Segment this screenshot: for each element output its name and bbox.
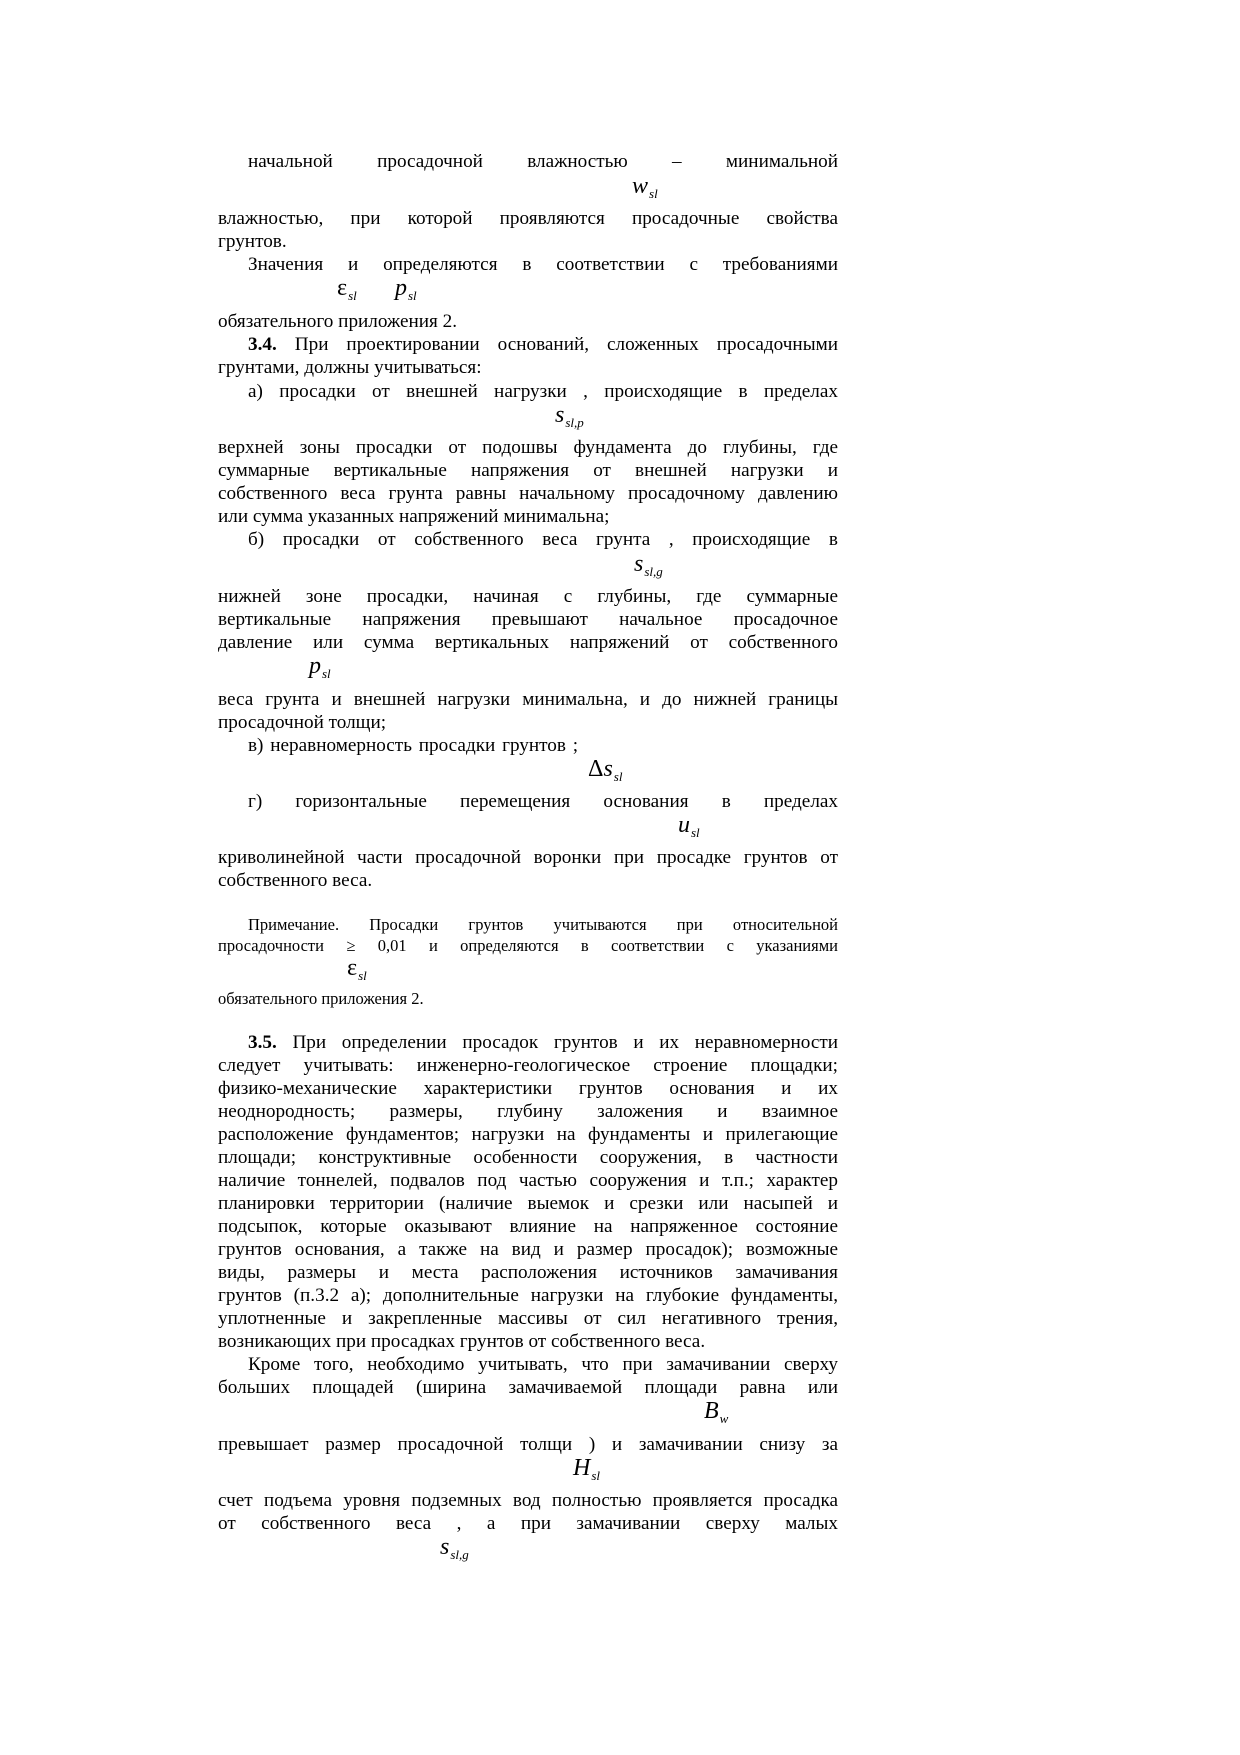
text-line: превышает размер просадочной толщи ) и замачивании снизу за <box>218 1434 838 1455</box>
text-line: обязательного приложения 2. <box>218 311 458 332</box>
formula-base: B <box>704 1398 719 1424</box>
text-line: веса грунта и внешней нагрузки минимальна, и до нижней границы <box>218 689 838 710</box>
text-line: просадочной толщи; <box>218 712 387 733</box>
formula-delta-s-sl <box>588 757 622 783</box>
formula-base: ε <box>337 275 348 301</box>
formula-eps-sl <box>337 276 357 302</box>
formula-subscript: sl,g <box>450 1547 469 1562</box>
text-line: или сумма указанных напряжений минимальна; <box>218 506 610 527</box>
text-line: неоднородность; размеры, глубину заложения и взаимное <box>218 1101 838 1122</box>
text-line: больших площадей (ширина замачиваемой площади равна или <box>218 1377 838 1398</box>
section-number: 3.5. <box>248 1032 277 1053</box>
note-line: Примечание. Просадки грунтов учитываются при относительной <box>248 915 838 934</box>
formula-eps-sl <box>347 956 367 982</box>
text-line: г) горизонтальные перемещения основания в пределах <box>248 791 838 812</box>
text-line: от собственного веса , а при замачивании сверху малых <box>218 1513 838 1534</box>
text-line: суммарные вертикальные напряжения от внешней нагрузки и <box>218 460 838 481</box>
text-line: расположение фундаментов; нагрузки на фундаменты и прилегающие <box>218 1124 838 1145</box>
text-line: грунтов. <box>218 231 287 252</box>
section-3-5-first-line <box>248 1031 838 1054</box>
text-line: счет подъема уровня подземных вод полностью проявляется просадка <box>218 1490 838 1511</box>
section-number: 3.4. <box>248 334 277 355</box>
text-line: уплотненные и закрепленные массивы от сил негативного трения, <box>218 1308 838 1329</box>
text-line: следует учитывать: инженерно-геологическое строение площадки; <box>218 1055 838 1076</box>
formula-base: s <box>440 1534 450 1560</box>
text-line: а) просадки от внешней нагрузки , происходящие в пределах <box>248 381 838 402</box>
text-line: подсыпок, которые оказывают влияние на напряженное состояние <box>218 1216 838 1237</box>
text-line: б) просадки от собственного веса грунта , происходящие в <box>248 529 838 550</box>
formula-subscript: sl <box>613 769 623 784</box>
formula-base: s <box>603 756 613 782</box>
formula-p-sl <box>395 276 417 302</box>
formula-base: u <box>678 812 690 838</box>
formula-subscript: sl <box>591 1468 601 1483</box>
note-line: обязательного приложения 2. <box>218 989 424 1008</box>
text-line: начальной просадочной влажностью – минимальной <box>248 151 838 172</box>
text-fragment: При проектировании оснований, сложенных просадочными <box>294 334 838 355</box>
formula-subscript: sl,g <box>644 564 663 579</box>
section-3-4-first-line <box>248 333 838 356</box>
formula-base: p <box>309 653 321 679</box>
text-line: криволинейной части просадочной воронки при просадке грунтов от <box>218 847 838 868</box>
text-line: в) неравномерность просадки грунтов ; <box>248 735 579 756</box>
text-line: площади; конструктивные особенности сооружения, в частности <box>218 1147 838 1168</box>
formula-base: s <box>555 402 565 428</box>
text-line: верхней зоны просадки от подошвы фундамента до глубины, где <box>218 437 838 458</box>
formula-subscript: sl <box>691 825 700 840</box>
formula-subscript: sl <box>358 968 367 983</box>
text-line: грунтами, должны учитываться: <box>218 357 482 378</box>
formula-b-w <box>704 1399 728 1425</box>
formula-base: s <box>634 551 644 577</box>
formula-base: H <box>573 1455 591 1481</box>
formula-p-sl <box>309 654 331 680</box>
formula-base: w <box>632 173 649 199</box>
text-line: физико-механические характеристики грунтов основания и их <box>218 1078 838 1099</box>
formula-s-sl-p <box>555 403 584 429</box>
text-line: виды, размеры и места расположения источников замачивания <box>218 1262 838 1283</box>
text-line: влажностью, при которой проявляются просадочные свойства <box>218 208 838 229</box>
formula-base: p <box>395 275 407 301</box>
text-line: планировки территории (наличие выемок и срезки или насыпей и <box>218 1193 838 1214</box>
formula-subscript: sl,p <box>565 415 584 430</box>
formula-delta: Δ <box>588 756 604 782</box>
text-line: возникающих при просадках грунтов от собственного веса. <box>218 1331 706 1352</box>
text-line: собственного веса грунта равны начальному просадочному давлению <box>218 483 838 504</box>
text-line: грунтов основания, а также на вид и размер просадок); возможные <box>218 1239 838 1260</box>
text-line: Значения и определяются в соответствии с требованиями <box>248 254 838 275</box>
text-line: давление или сумма вертикальных напряжений от собственного <box>218 632 838 653</box>
formula-base: ε <box>347 955 358 981</box>
text-line: собственного веса. <box>218 870 373 891</box>
formula-subscript: sl <box>348 288 357 303</box>
text-line: грунтов (п.3.2 а); дополнительные нагрузки на глубокие фундаменты, <box>218 1285 838 1306</box>
formula-s-sl-g <box>440 1535 469 1561</box>
formula-s-sl-g <box>634 552 663 578</box>
formula-subscript: sl <box>408 288 417 303</box>
formula-h-sl <box>573 1456 600 1482</box>
text-line: вертикальные напряжения превышают начальное просадочное <box>218 609 838 630</box>
formula-subscript: w <box>719 1411 729 1426</box>
text-line: нижней зоне просадки, начиная с глубины, где суммарные <box>218 586 838 607</box>
formula-w-sl <box>632 174 658 200</box>
formula-subscript: sl <box>322 666 331 681</box>
text-fragment: При определении просадок грунтов и их неравномерности <box>292 1032 839 1053</box>
formula-u-sl <box>678 813 700 839</box>
text-line: наличие тоннелей, подвалов под частью сооружения и т.п.; характер <box>218 1170 838 1191</box>
formula-subscript: sl <box>649 186 658 201</box>
note-line: просадочности ≥ 0,01 и определяются в соответствии с указаниями <box>218 936 838 955</box>
text-line: Кроме того, необходимо учитывать, что при замачивании сверху <box>248 1354 838 1375</box>
